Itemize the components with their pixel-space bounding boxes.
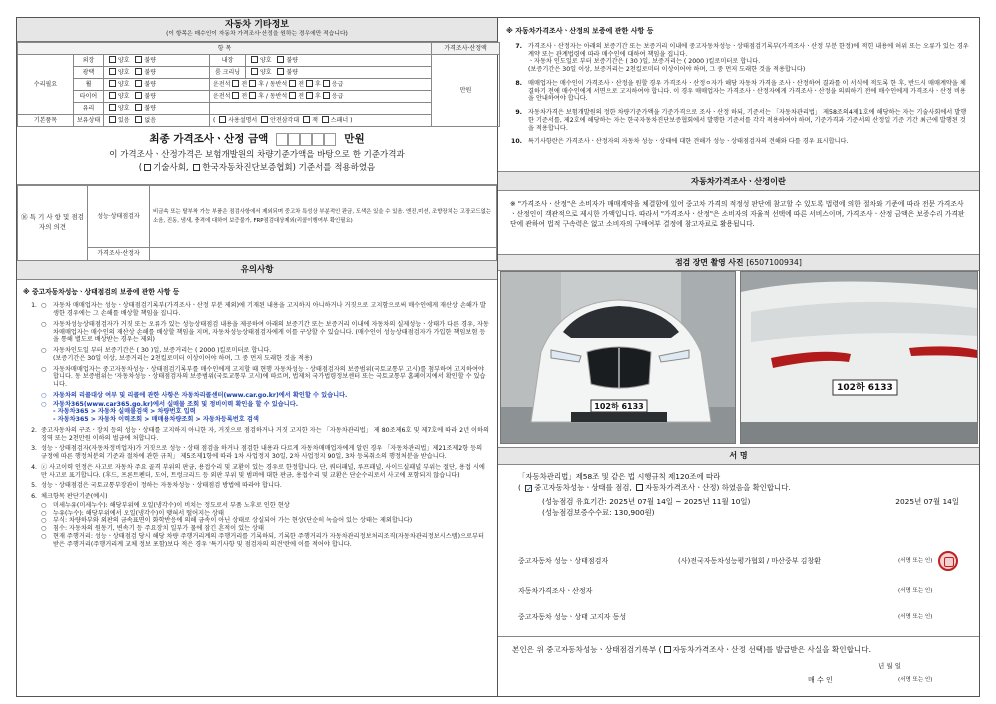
col-price-header: 가격조사·산정액 <box>432 43 500 55</box>
final-price-boxes[interactable] <box>276 133 336 146</box>
appraiser-sign-row <box>518 587 968 596</box>
right-column <box>498 17 980 697</box>
tire-options: 양호 불량 <box>104 91 210 103</box>
signature-body <box>498 465 979 519</box>
repair-label: 수리필요 <box>18 55 74 115</box>
holding-has-checkbox[interactable] <box>109 116 116 123</box>
inspector-seal-icon <box>938 551 958 571</box>
tire-driver-rear-checkbox[interactable] <box>249 92 256 99</box>
final-price-unit: 만원 <box>344 133 365 145</box>
signature-title: 서 명 <box>498 448 979 465</box>
room-options: 양호 불량 <box>246 67 432 79</box>
tire-pass-front-checkbox[interactable] <box>289 92 296 99</box>
wheel-pass-front-checkbox[interactable] <box>289 80 296 87</box>
front-car-illustration <box>501 272 736 444</box>
guarantee-item-10: 10. 특기사항란은 가격조사ㆍ산정자의 자동차 성능ㆍ상태에 대한 견해가 성능ㆍ상태점검자의 견해와 다를 경우 표시합니다. <box>511 138 849 146</box>
inspector-opinion-label: 성능·상태점검자 <box>88 186 150 248</box>
holding-label: 보유상태 <box>74 115 104 127</box>
inspector-row-name: (사)전국자동차성능평가협회 / 마산중부 김창환 <box>678 556 821 565</box>
jack-checkbox[interactable] <box>303 116 310 123</box>
room-good-checkbox[interactable] <box>251 68 258 75</box>
criteria-item: ○ 현재 주행거리: 성능ㆍ상태점검 당시 해당 차량 주행거리계의 주행거리를 기록하되, 기록한 주행거리가 자동차관리정보처리조직(자동차관리정보시스템)으로부터 받은 주행거리(주행거리계 교체 정보 포함)보다 적은 경우 '특기사항 및 점검자의 의견'란에 이를 적어야 합니다. <box>41 532 484 548</box>
interior-options: 양호 불량 <box>246 55 432 67</box>
interior-good-checkbox[interactable] <box>251 56 258 63</box>
car365-link[interactable]: 자동차365(www.car365.go.kr)에서 실매물 조회 및 정비이력 확인을 할 수 있습니다. <box>53 400 299 408</box>
caution-item-2: 2. 중고자동차의 구조ㆍ장치 등의 성능ㆍ상태를 고지하지 아니한 자, 거짓으로 점검하거나 거짓 고지한 자는 「자동차관리법」 제 80조제6호 및 제7호에 따라 2년 이하의 징역 또는 2천만원 이하의 벌금에 처합니다. <box>31 426 489 442</box>
recall-link[interactable]: 자동차의 리콜대상 여부 및 리콜에 관한 사항은 자동차리콜센터(www.car.go.kr)에서 확인할 수 있습니다. <box>53 391 348 399</box>
performance-check-checkbox[interactable] <box>525 485 532 492</box>
sign-statement-1: 「자동차관리법」제58조 및 같은 법 시행규칙 제120조에 따라 <box>518 472 721 481</box>
room-bad-checkbox[interactable] <box>277 68 284 75</box>
meaning-text: ※ "가격조사ㆍ산정"은 소비자가 매매계약을 체결함에 있어 중고차 가격의 적정성 판단에 참고할 수 있도록 법령에 의한 절차와 기준에 따라 전문 가격조사ㆍ산정인이 객관적으로 제시한 가액입니다. 따라서 "가격조사ㆍ산정"은 소비자의 자율적 선택에 따른 서비스이며, 가격조사ㆍ산정 금액은 보증수리 가격판단에 관하여 법적 구속력은 없고 소비자의 구매여부 결정에 참고자료로 활용됩니다. <box>510 200 965 229</box>
tire-emergency-checkbox[interactable] <box>323 92 330 99</box>
wheel-bad-checkbox[interactable] <box>135 80 142 87</box>
interior-bad-checkbox[interactable] <box>277 56 284 63</box>
front-car-photo <box>500 271 736 444</box>
car365-step-2: - 자동차365 > 자동차 이력조회 > 매매용차량조회 > 자동차등록번호 검색 <box>53 416 259 424</box>
inspector-sign-row <box>518 551 968 571</box>
tire-pass-rear-checkbox[interactable] <box>306 92 313 99</box>
inspector-row-label: 중고자동차 성능ㆍ상태점검자 <box>518 556 609 565</box>
caution-item-1a: 1. ○ 자동차 매매업자는 성능ㆍ상태점검기록부(가격조사ㆍ산정 부분 제외)에 기재된 내용을 고지하지 아니하거나 거짓으로 고지함으로써 매수인에게 재산상 손해가 발생한 경우에는 그 손해를 배상할 책임을 집니다. <box>31 302 486 318</box>
other-info-table <box>17 42 500 127</box>
caution-item-5: 5. 성능ㆍ상태점검은 국토교통부장관이 정하는 자동차성능ㆍ상태점검 방법에 따라야 합니다. <box>31 482 282 490</box>
other-info-title: 자동차 기타정보 <box>225 20 289 30</box>
valid-period: (성능점검 유효기간: 2025년 07월 14일 ~ 2025년 11월 10일) <box>542 496 751 506</box>
row-gloss-label: 광택 <box>74 67 104 79</box>
wheel-emergency-checkbox[interactable] <box>323 80 330 87</box>
buyer-sign-hint: (서명 또는 인) <box>898 676 933 683</box>
caution-subtitle: ※ 중고자동차성능ㆍ상태점검의 보증에 관한 사항 등 <box>23 288 180 296</box>
rear-car-photo <box>740 271 978 444</box>
inspector-sign-hint: (서명 또는 인) <box>898 557 933 564</box>
sign-statement-2: ( ✓중고자동차성능ㆍ상태를 점검, 자동차가격조사ㆍ산정) 하였음을 확인합니다. <box>518 482 971 493</box>
wheel-options: 양호 불량 <box>104 79 210 91</box>
meaning-title: 자동차가격조사ㆍ산정이란 <box>498 172 979 191</box>
appraisal-guarantee-title: ※ 자동차가격조사ㆍ산정의 보증에 관한 사항 등 <box>506 27 654 35</box>
gloss-good-checkbox[interactable] <box>109 68 116 75</box>
criteria-item: ○ 침수: 자동차의 원동기, 변속기 등 주요장치 일부가 물에 잠긴 흔적이 있는 상태 <box>41 525 264 533</box>
price-digit-box <box>276 133 288 146</box>
final-price-section <box>17 127 497 185</box>
price-digit-box <box>300 133 312 146</box>
caution-item-1c2: (보증기간은 30일 이상, 보증거리는 2천킬로미터 이상이어야 하며, 그 중 먼저 도래한 것을 적용) <box>53 354 313 362</box>
holding-none-checkbox[interactable] <box>135 116 142 123</box>
caution-header: 유의사항 <box>17 261 497 280</box>
receipt-date: 년 월 일 <box>878 662 901 670</box>
inspector-opinion-text: 비금속 또는 탈부착 가능 부품은 점검사항에서 제외되며 중고차 특성상 부분적인 판금, 도색은 있을 수 있음. 엔진,미션, 조향장치는 고장코드없는 소음, 진동, 냄새, 충격에 대하여 보증불가, FRP점검대상제외(리콜이행여부 확인필요) <box>150 186 497 248</box>
criteria-item: ○ 부식: 차량하부와 외판의 금속표면이 화학반응에 의해 금속이 아닌 상태로 상실되어 가는 현상(단순히 녹슬어 있는 상태는 제외합니다) <box>41 517 413 525</box>
guarantee-item-9: 9. 자동차가격은 보험개발원의 정한 차량기준가액을 기준가격으로 조사ㆍ산정 하되, 기준서는 「자동차관리법」 제58조의4제1호에 해당하는 자는 기술사회에서 발행한 기준서를, 제2호에 해당하는 자는 한국자동차진단보증협회에서 발행한 기준서를 각각 적용하여야 하며, 기준가격과 기준서의 산정일 기준 기간 최근에 발행된 것을 적용합니다. <box>515 109 967 132</box>
glass-good-checkbox[interactable] <box>109 104 116 111</box>
criteria-item: ○ 누유(누수): 해당부위에서 오일(냉각수)이 맺혀서 떨어지는 상태 <box>41 509 225 517</box>
tire-seat-options: 운전석 전 후 / 동반석 전 후 응급 <box>210 91 432 103</box>
other-info-subtitle: (이 항목은 매수인이 자동차 가격조사·산정을 원하는 경우에만 적습니다) <box>166 31 348 38</box>
gloss-options: 양호 불량 <box>104 67 210 79</box>
appraiser-row-label: 자동차가격조사ㆍ산정자 <box>518 587 593 595</box>
special-notes-table <box>17 185 497 261</box>
front-plate-number: 102하 6133 <box>594 402 644 411</box>
triangle-checkbox[interactable] <box>261 116 268 123</box>
outer-bad-checkbox[interactable] <box>135 56 142 63</box>
signature-section <box>498 447 979 698</box>
notifier-sign-row <box>518 613 968 622</box>
wheel-pass-rear-checkbox[interactable] <box>306 80 313 87</box>
row-tire-label: 타이어 <box>74 91 104 103</box>
caution-item-1b: ○ 자동차성능상태점검자가 거짓 또는 오류가 있는 성능상태점검 내용을 제공하여 아래의 보증기간 또는 보증거리 이내에 자동차의 실제성능ㆍ상태가 다른 경우, 자동차매매업자는 매수인의 재산상 손해를 배상할 책임을 지며, 자동차성능상태점검자에게 이를 구상할 수 있습니다. (매수인이 성능상태점검자가 가입한 책임보험 등을 통해 별도로 배상받는 경우는 제외) <box>41 320 489 344</box>
guarantee-item-7: 7. 가격조사ㆍ산정자는 아래의 보증기간 또는 보증거리 이내에 중고자동차성능ㆍ상태점검기록부(가격조사ㆍ산정 부분 한정)에 적힌 내용에 허위 또는 오류가 있는 경우 계약 또는 관계법령에 따라 매수인에 대하여 책임을 집니다. <box>515 42 969 58</box>
wheel-good-checkbox[interactable] <box>109 80 116 87</box>
caution-item-car365: ○ 자동차365(www.car365.go.kr)에서 실매물 조회 및 정비이력 확인을 할 수 있습니다. <box>23 401 489 409</box>
buyer-sign-row <box>808 676 932 685</box>
appraiser-sign-hint: (서명 또는 인) <box>898 587 933 594</box>
holding-options: 있음 없음 <box>104 115 210 127</box>
buyer-label: 매 수 인 <box>808 676 833 684</box>
rear-car-illustration <box>741 272 978 444</box>
receipt-divider <box>498 636 979 637</box>
appraiser-opinion-text <box>150 248 497 261</box>
caution-item-4: 4. ⓒ 사고이력 인정은 사고로 자동차 주요 골격 부위의 판금, 용접수리 및 교환이 있는 경우로 한정합니다. 단, 쿼터패널, 루프패널, 사이드실패널 부위는 절단, 용접 시에만 사고로 표기합니다. (후드, 프론트펜더, 도어, 트렁크리드 등 외판 부위 및 범퍼에 대한 판금, 용접수리 및 교환은 단순수리로서 사고에 포함되지 않습니다) <box>31 463 485 479</box>
receipt-statement: 본인은 위 중고자동차성능ㆍ상태점검기록부 ( 자동차가격조사ㆍ산정 선택)를 발급받은 사실을 확인합니다. <box>512 645 871 654</box>
caution-body <box>17 280 497 548</box>
final-price-title: 최종 가격조사ㆍ산정 금액 <box>149 133 269 145</box>
guarantee-item-7a: ㆍ자동차 인도일로 부터 보증기간은 ( 30 )일, 보증거리는 ( 2000 )킬로미터로 합니다. <box>528 58 761 66</box>
price-digit-box <box>324 133 336 146</box>
manual-checkbox[interactable] <box>219 116 226 123</box>
criteria-item: ○ 미세누유(미세누수): 해당부위에 오일(냉각수)이 비치는 정도로서 부품 노후로 인한 현상 <box>41 501 290 509</box>
valid-period-row <box>518 496 971 507</box>
row-room-label: 룸 크리닝 <box>210 67 246 79</box>
gloss-bad-checkbox[interactable] <box>135 68 142 75</box>
photo-header <box>498 254 979 271</box>
kada-checkbox[interactable] <box>193 164 200 171</box>
final-desc-line1: 이 가격조사ㆍ산정가격은 보험개발원의 차량기준가액을 바탕으로 한 기준가격과 <box>109 150 405 161</box>
glass-empty-cell <box>210 103 432 115</box>
price-digit-box <box>288 133 300 146</box>
guarantee-fee: (성능점검보증수수료: 130,900원) <box>542 508 655 518</box>
other-info-header <box>17 18 497 42</box>
row-interior-label: 내장 <box>210 55 246 67</box>
final-desc-line2: ( 기술사회, 한국자동차진단보증협회) 기준서를 적용하였음 <box>138 162 376 173</box>
basic-items-label: 기본품목 <box>18 115 74 127</box>
row-outer-label: 외장 <box>74 55 104 67</box>
caution-item-6: 6. 체크항목 판단기준(예시) <box>31 493 108 501</box>
notifier-row-label: 중고자동차 성능ㆍ상태 고지자 동성 <box>518 613 627 621</box>
notifier-sign-hint: (서명 또는 인) <box>898 613 933 620</box>
tire-good-checkbox[interactable] <box>109 92 116 99</box>
price-digit-box <box>312 133 324 146</box>
rear-plate-number: 102하 6133 <box>837 383 893 393</box>
wheel-seat-options: 운전석 전 후 / 동반석 전 후 응급 <box>210 79 432 91</box>
row-wheel-label: 휠 <box>74 79 104 91</box>
wheel-driver-front-checkbox[interactable] <box>232 80 239 87</box>
repair-amount-unit: 만원 <box>432 55 500 127</box>
tire-driver-front-checkbox[interactable] <box>232 92 239 99</box>
guarantee-item-8: 8. 매매업자는 매수인이 가격조사ㆍ산정을 원할 경우 가격조사ㆍ산정ㅇ자가 해당 자동차 가격을 조사ㆍ산정하여 결과를 이 서식에 적도록 한 후, 반드시 매매계약을 체결하기 전에 매수인에게 서면으로 고지하여야 합니다. 이 경우 매매업자는 가격조사ㆍ산정자에게 가격조사ㆍ산정을 의뢰하기 전에 매수인에게 가격조사ㆍ산정 비용을 안내하여야 합니다. <box>515 79 966 103</box>
guarantee-item-7b: (보증기간은 30일 이상, 보증거리는 2천킬로미터 이상이어야 하며, 그 중 먼저 도래한 것을 적용합니다) <box>528 66 806 73</box>
wheel-driver-rear-checkbox[interactable] <box>249 80 256 87</box>
special-notes-label: ⑯ 특 기 사 항 및 점검자의 의견 <box>18 186 88 261</box>
receipt-price-checkbox[interactable] <box>664 646 671 653</box>
glass-options: 양호 불량 <box>104 103 210 115</box>
outer-good-checkbox[interactable] <box>109 56 116 63</box>
col-item-header: 항 목 <box>18 43 432 55</box>
photo-title: 점검 장면 촬영 사진 <box>675 258 744 267</box>
outer-options: 양호 불량 <box>104 55 210 67</box>
spanner-checkbox[interactable] <box>322 116 329 123</box>
sign-date: 2025년 07월 14일 <box>895 496 959 506</box>
final-price-row <box>17 133 497 146</box>
car365-step-1: - 자동차365 > 자동차 실매물검색 > 차량번호 입력 <box>53 408 196 416</box>
appraiser-opinion-label: 가격조사·산정자 <box>88 248 150 261</box>
row-glass-label: 유리 <box>74 103 104 115</box>
caution-item-1d: ○ 자동차매매업자는 중고자동차성능ㆍ상태점검기록부를 매수인에게 고지할 때 현행 자동차성능ㆍ상태점검자의 보증범위(국토교통부 고시)를 첨부하여 고지하여야 합니다. 동 보증범위는 '자동차성능ㆍ상태점검자의 보증범위(국토교통부 고시)에 따르며, 법제처 국가법령정보센터 또는 국토교통부 홈페이지에서 확인할 수 있습니다. <box>41 365 486 389</box>
basic-item-options: ( 사용설명서 안전삼각대 잭 스패너 ) <box>210 115 432 127</box>
caution-item-1c: ○ 자동차인도일 부터 보증기간은 ( 30 )일, 보증거리는 ( 2000 )킬로미터로 합니다. <box>41 347 272 355</box>
tire-bad-checkbox[interactable] <box>135 92 142 99</box>
left-column <box>16 17 498 697</box>
caution-item-3: 3. 성능ㆍ상태점검자(자동차정비업자)가 거짓으로 성능ㆍ상태 점검을 하거나 점검한 내용과 다르게 자동차매매업자에게 알린 경우 「자동차관리법」제21조제2항 등의 규정에 따른 행정처분의 기준과 절차에 관한 규칙」 제5조제1항에 따라 1차 사업정지 30일, 2차 사업정지 90일, 3차 등록취소의 행정처분을 받습니다. <box>31 445 483 461</box>
photo-id: [6507100934] <box>746 258 802 267</box>
caution-item-recall: ○ 자동차의 리콜대상 여부 및 리콜에 관한 사항은 자동차리콜센터(www.car.go.kr)에서 확인할 수 있습니다. <box>23 392 489 400</box>
glass-bad-checkbox[interactable] <box>135 104 142 111</box>
engineer-society-checkbox[interactable] <box>144 164 151 171</box>
price-check-checkbox[interactable] <box>636 484 643 491</box>
